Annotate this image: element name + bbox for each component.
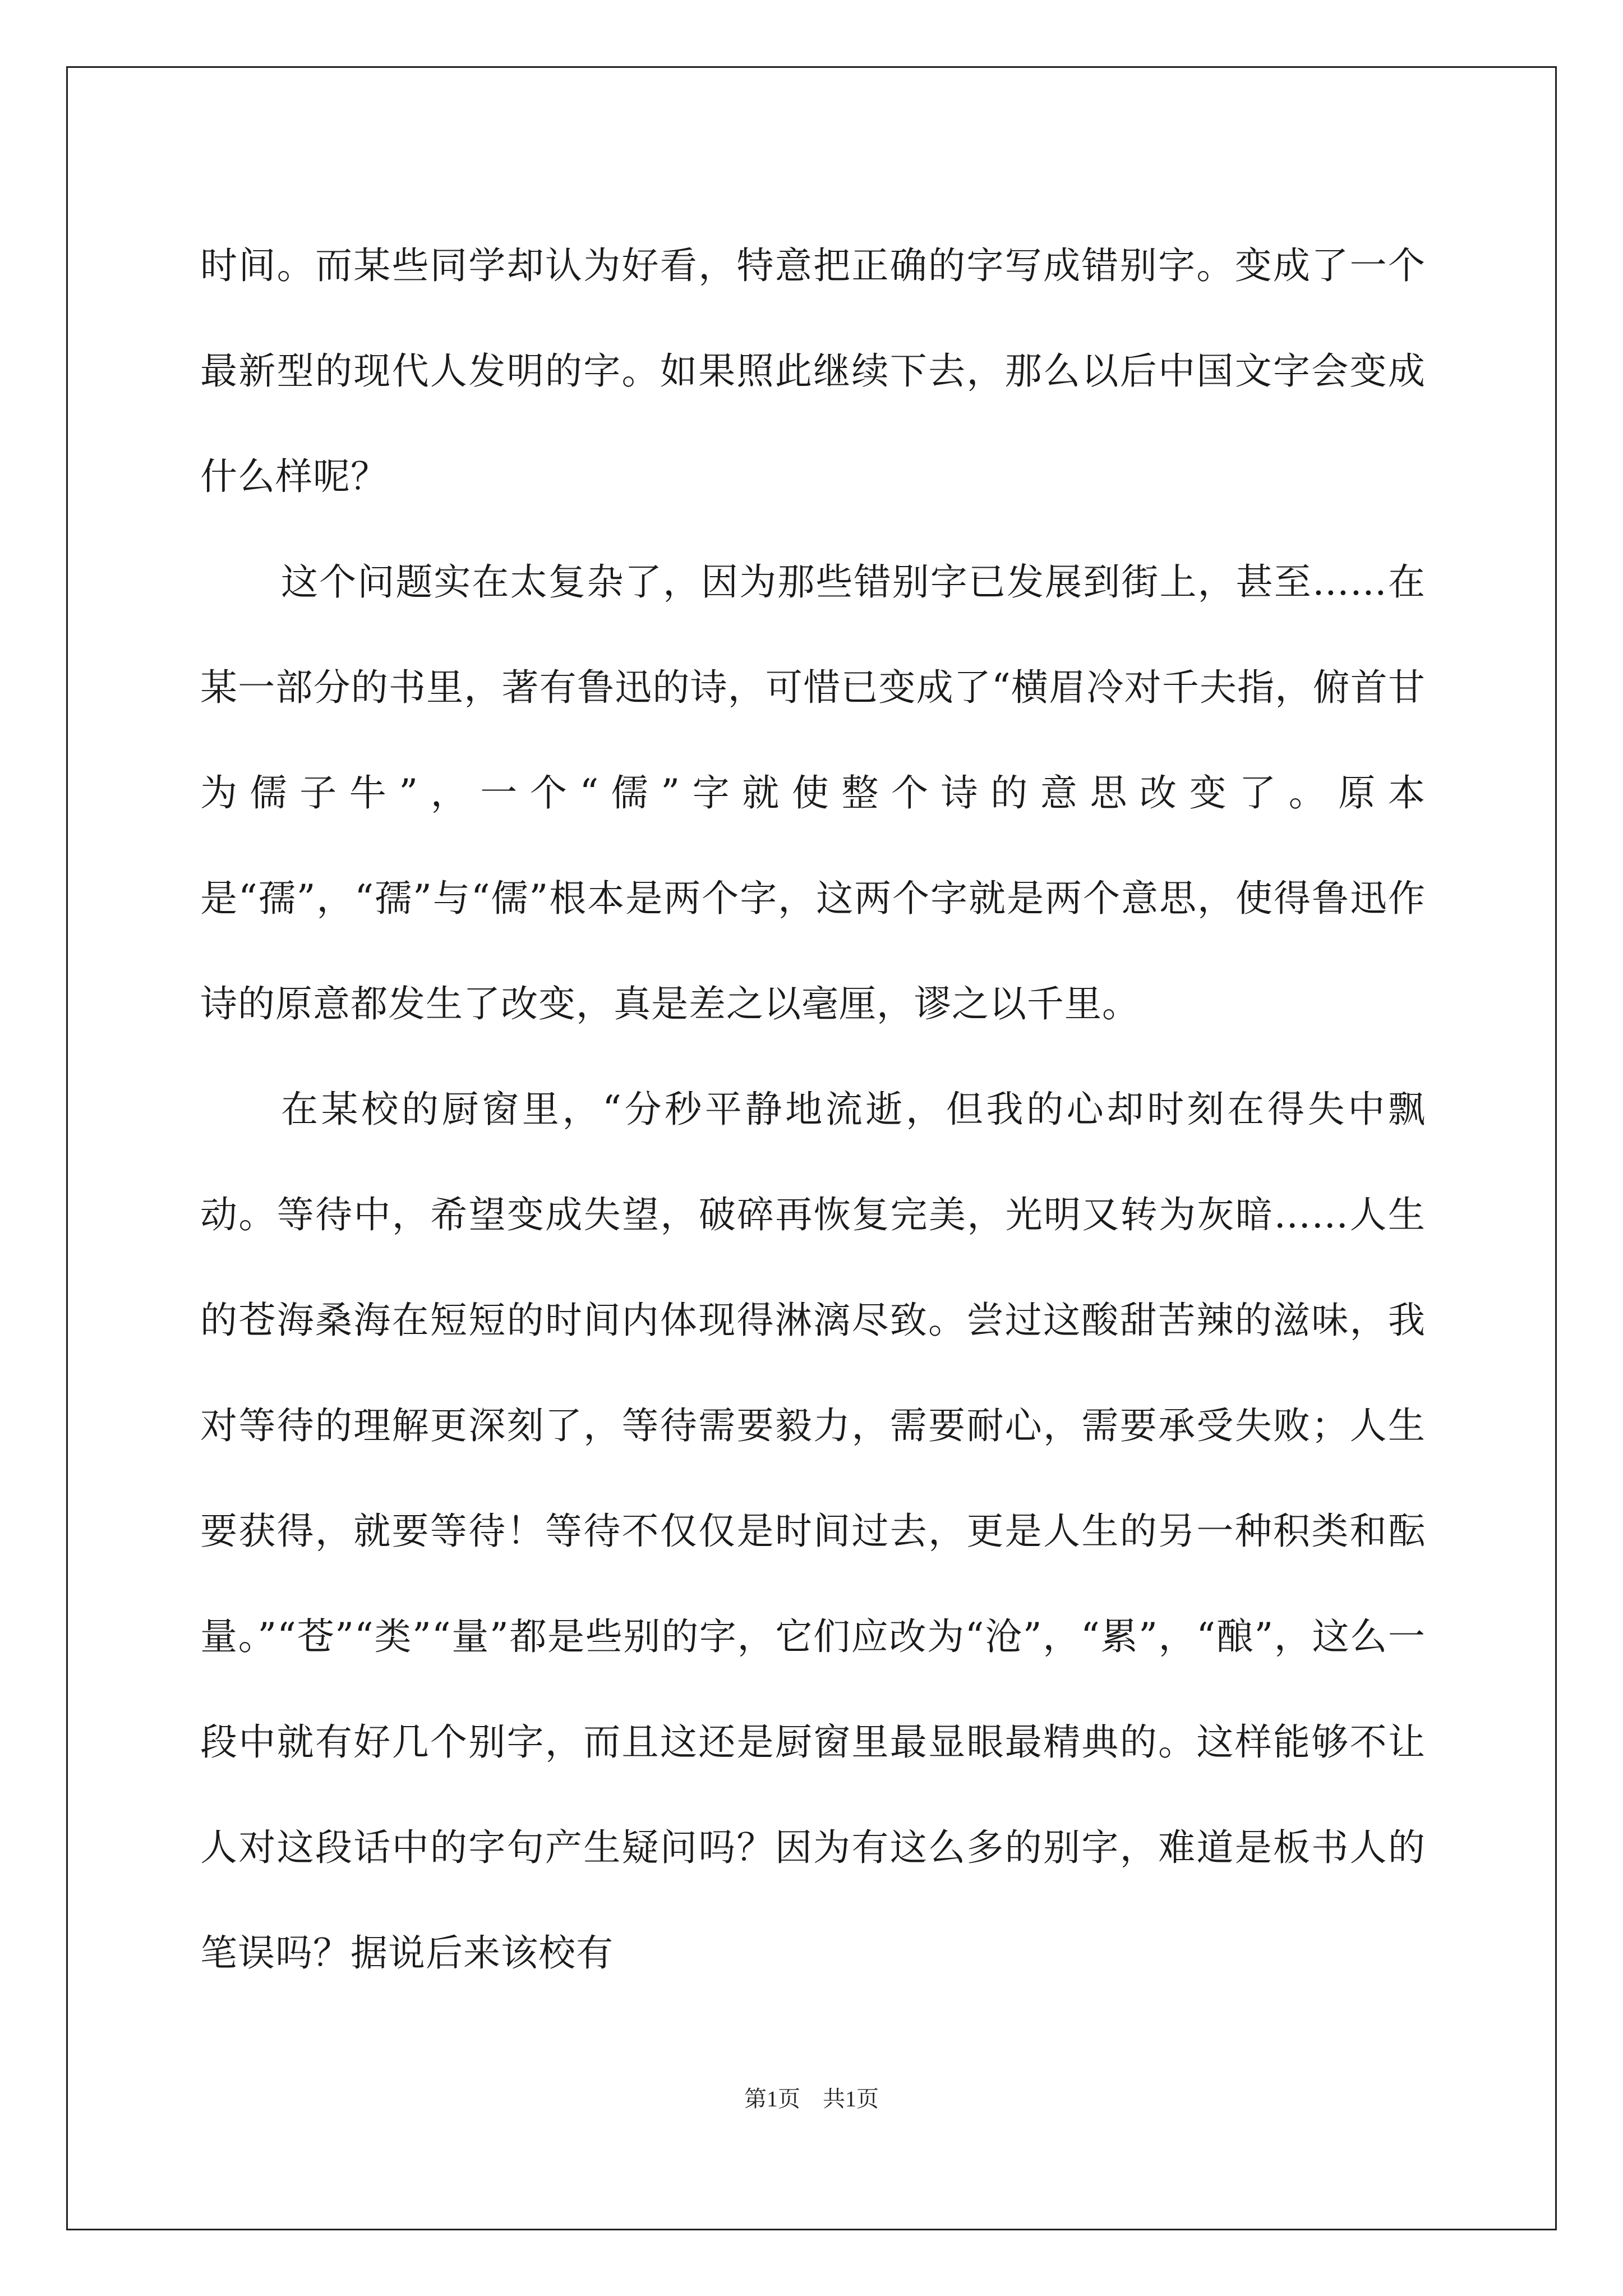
page-total: 共1页 — [823, 2086, 879, 2111]
page-footer — [0, 2081, 1623, 2113]
paragraph-3: 在某校的厨窗里，“分秒平静地流逝，但我的心却时刻在得失中飘动。等待中，希望变成失望，破碎再恢复完美，光明又转为灰暗……人生的苍海桑海在短短的时间内体现得淋漓尽致。尝过这酸甜苦辣的滋味，我对等待的理解更深刻了，等待需要毅力，需要耐心，需要承受失败；人生要获得，就要等待！等待不仅仅是时间过去，更是人生的另一种积类和酝量。”“苍”“类”“量”都是些别的字，它们应改为“沧”，“累”，“酿”，这么一段中就有好几个别字，而且这还是厨窗里最显眼最精典的。这样能够不让人对这段话中的字句产生疑问吗？因为有这么多的别字，难道是板书人的笔误吗？据说后来该校有 — [200, 1088, 1426, 1975]
document-body — [200, 213, 1426, 2006]
paragraph-1: 时间。而某些同学却认为好看，特意把正确的字写成错别字。变成了一个最新型的现代人发明的字。如果照此继续下去，那么以后中国文字会变成什么样呢？ — [200, 244, 1426, 498]
paragraph-2: 这个问题实在太复杂了，因为那些错别字已发展到街上，甚至……在某一部分的书里，著有鲁迅的诗，可惜已变成了“横眉冷对千夫指，俯首甘为儒子牛”，一个“儒”字就使整个诗的意思改变了。原本是“孺”，“孺”与“儒”根本是两个字，这两个字就是两个意思，使得鲁迅作诗的原意都发生了改变，真是差之以毫厘，谬之以千里。 — [200, 560, 1426, 1025]
page-number: 第1页 — [744, 2086, 800, 2111]
